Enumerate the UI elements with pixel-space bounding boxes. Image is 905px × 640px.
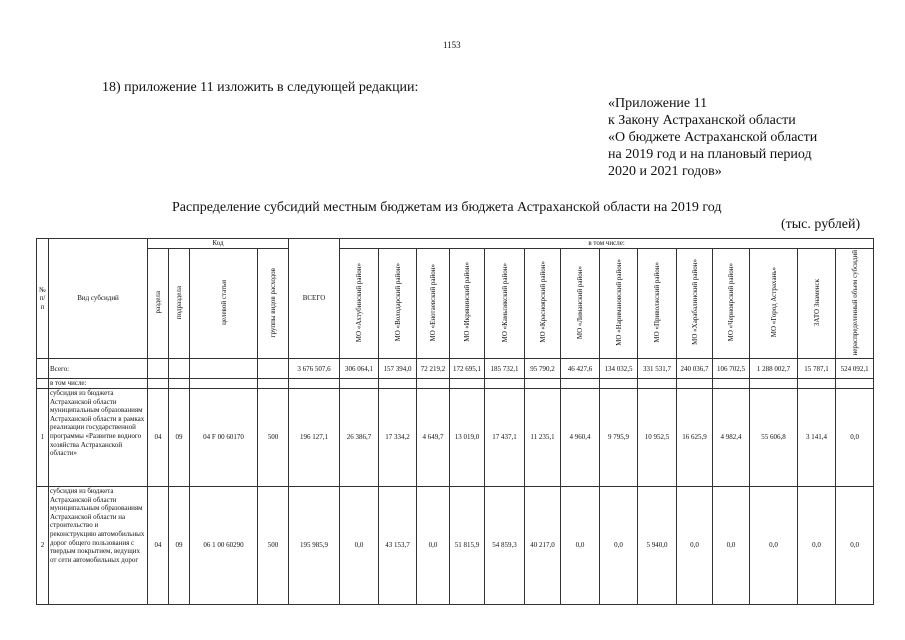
table-title: Распределение субсидий местным бюджетам из бюджета Астраханской области на 2019 год (172, 200, 722, 215)
appendix-header (608, 95, 817, 180)
header-district-label: МО «Черноярский район» (727, 263, 735, 342)
header-code-label: группы видов расходов (269, 267, 277, 337)
header-code-label: подраздела (175, 285, 183, 319)
header-code-col (169, 248, 190, 359)
cell-empty (417, 379, 450, 389)
appendix-line: к Закону Астраханской области (608, 113, 796, 128)
header-district-label: МО «Камызякский район» (500, 262, 509, 342)
header-district (340, 248, 379, 359)
cell-value: 95 790,2 (525, 359, 561, 379)
header-district-label: МО «Приволжский район» (653, 261, 661, 343)
cell-num: 1 (37, 389, 49, 487)
cell-value: 0,0 (713, 487, 750, 605)
cell-value: 72 219,2 (417, 359, 450, 379)
cell-expense: 500 (258, 487, 289, 605)
header-including: в том числе: (340, 239, 874, 249)
cell-value: 0,0 (798, 487, 836, 605)
cell-empty (169, 359, 190, 379)
cell-value: 157 394,0 (379, 359, 417, 379)
cell-num (37, 359, 49, 379)
cell-total: 3 676 507,6 (289, 359, 340, 379)
cell-subsection: 09 (169, 487, 190, 605)
header-district (417, 248, 450, 359)
header-district (600, 248, 638, 359)
header-code-group: Код (148, 239, 289, 249)
header-total: ВСЕГО (289, 239, 340, 359)
cell-value: 0,0 (340, 487, 379, 605)
cell-value: 43 153,7 (379, 487, 417, 605)
cell-value: 17 334,2 (379, 389, 417, 487)
cell-value: 5 940,0 (638, 487, 677, 605)
cell-empty (561, 379, 600, 389)
appendix-line: 2020 и 2021 годов» (608, 164, 722, 179)
units-label: (тыс. рублей) (781, 217, 861, 232)
cell-value: 306 064,1 (340, 359, 379, 379)
cell-empty (485, 379, 525, 389)
cell-num: 2 (37, 487, 49, 605)
cell-value: 46 427,6 (561, 359, 600, 379)
cell-empty (525, 379, 561, 389)
cell-empty (340, 379, 379, 389)
cell-value: 0,0 (836, 389, 874, 487)
cell-empty (148, 379, 169, 389)
header-district-label: МО «Красноярский район» (538, 261, 547, 344)
cell-empty (600, 379, 638, 389)
header-district-label: нераспределенный объем субсидий (850, 249, 859, 355)
header-district-label: МО «Город Астрахань» (769, 267, 778, 338)
cell-value: 4 982,4 (713, 389, 750, 487)
cell-empty (190, 359, 258, 379)
cell-label: в том числе: (49, 379, 148, 389)
cell-value: 331 531,7 (638, 359, 677, 379)
header-district-label: МО «Енотаевский район» (429, 263, 437, 341)
cell-empty (713, 379, 750, 389)
cell-value: 16 625,9 (677, 389, 713, 487)
header-district (798, 248, 836, 359)
header-district (561, 248, 600, 359)
subsidies-table (36, 238, 874, 605)
header-district-label: МО «Володарский район» (393, 263, 402, 342)
cell-empty (450, 379, 485, 389)
cell-section: 04 (148, 389, 169, 487)
header-district-label: ЗАТО Знаменск (812, 278, 821, 326)
cell-empty (289, 379, 340, 389)
cell-value: 40 217,0 (525, 487, 561, 605)
cell-value: 11 235,1 (525, 389, 561, 487)
cell-value: 0,0 (417, 487, 450, 605)
cell-value: 4 649,7 (417, 389, 450, 487)
cell-empty (148, 359, 169, 379)
cell-total: 196 127,1 (289, 389, 340, 487)
cell-kind: субсидия из бюджета Астраханской области муниципальным образованиям Астраханской области в рамках реализации государственной программы «Развитие водного хозяйства Астраханской области» (49, 389, 148, 487)
header-district (750, 248, 798, 359)
cell-value: 9 795,9 (600, 389, 638, 487)
cell-value: 106 702,5 (713, 359, 750, 379)
cell-empty (258, 379, 289, 389)
header-code-col (258, 248, 289, 359)
cell-kind: субсидия из бюджета Астраханской области муниципальным образованиям Астраханской области на строительство и реконструкцию автомобильных дорог общего пользования с твердым покрытием, ведущих от сети автомобильных дорог (49, 487, 148, 605)
cell-value: 13 019,0 (450, 389, 485, 487)
cell-value: 26 386,7 (340, 389, 379, 487)
table-row (37, 487, 874, 605)
cell-value: 3 141,4 (798, 389, 836, 487)
cell-expense: 500 (258, 389, 289, 487)
cell-empty (169, 379, 190, 389)
cell-empty (836, 379, 874, 389)
cell-label: Всего: (49, 359, 148, 379)
header-district (638, 248, 677, 359)
table-body (37, 359, 874, 605)
header-district-label: МО «Наримановский район» (614, 258, 623, 346)
appendix-line: «Приложение 11 (608, 96, 708, 111)
table-row-total (37, 359, 874, 379)
header-district-label: МО «Ахтубинский район» (355, 262, 363, 342)
cell-empty (750, 379, 798, 389)
cell-value: 1 288 002,7 (750, 359, 798, 379)
cell-empty (798, 379, 836, 389)
cell-empty (638, 379, 677, 389)
cell-empty (190, 379, 258, 389)
cell-value: 524 092,1 (836, 359, 874, 379)
cell-value: 134 032,5 (600, 359, 638, 379)
header-district (525, 248, 561, 359)
header-code-label: раздела (154, 290, 162, 314)
cell-value: 4 960,4 (561, 389, 600, 487)
cell-value: 240 036,7 (677, 359, 713, 379)
cell-value: 172 695,1 (450, 359, 485, 379)
header-code-label: целевой статьи (219, 279, 228, 325)
table-header (37, 239, 874, 359)
header-district-label: МО «Лиманский район» (576, 265, 584, 339)
cell-empty (258, 359, 289, 379)
header-district (836, 248, 874, 359)
cell-value: 15 787,1 (798, 359, 836, 379)
cell-empty (379, 379, 417, 389)
header-code-col (190, 248, 258, 359)
table-row-including (37, 379, 874, 389)
header-code-col (148, 248, 169, 359)
amendment-instruction: 18) приложение 11 изложить в следующей редакции: (102, 80, 419, 95)
cell-subsection: 09 (169, 389, 190, 487)
table-row (37, 389, 874, 487)
header-district (713, 248, 750, 359)
header-kind: Вид субсидий (49, 239, 148, 359)
cell-num (37, 379, 49, 389)
page-number: 1153 (443, 40, 461, 50)
header-num: № п/п (37, 239, 49, 359)
cell-total: 195 985,9 (289, 487, 340, 605)
cell-value: 0,0 (561, 487, 600, 605)
header-district (485, 248, 525, 359)
cell-value: 0,0 (600, 487, 638, 605)
cell-value: 17 437,1 (485, 389, 525, 487)
cell-value: 54 859,3 (485, 487, 525, 605)
cell-value: 0,0 (750, 487, 798, 605)
header-district (450, 248, 485, 359)
cell-target: 06 1 00 60290 (190, 487, 258, 605)
cell-value: 0,0 (677, 487, 713, 605)
header-district-label: МО «Харабалинский район» (690, 259, 699, 346)
appendix-line: «О бюджете Астраханской области (608, 130, 818, 145)
cell-value: 185 732,1 (485, 359, 525, 379)
cell-value: 51 815,9 (450, 487, 485, 605)
header-district (677, 248, 713, 359)
cell-empty (677, 379, 713, 389)
cell-value: 10 952,5 (638, 389, 677, 487)
cell-value: 55 606,8 (750, 389, 798, 487)
cell-value: 0,0 (836, 487, 874, 605)
cell-target: 04 F 00 60170 (190, 389, 258, 487)
cell-section: 04 (148, 487, 169, 605)
appendix-line: на 2019 год и на плановый период (608, 147, 812, 162)
header-district (379, 248, 417, 359)
header-district-label: МО «Икрянинский район» (463, 262, 471, 343)
